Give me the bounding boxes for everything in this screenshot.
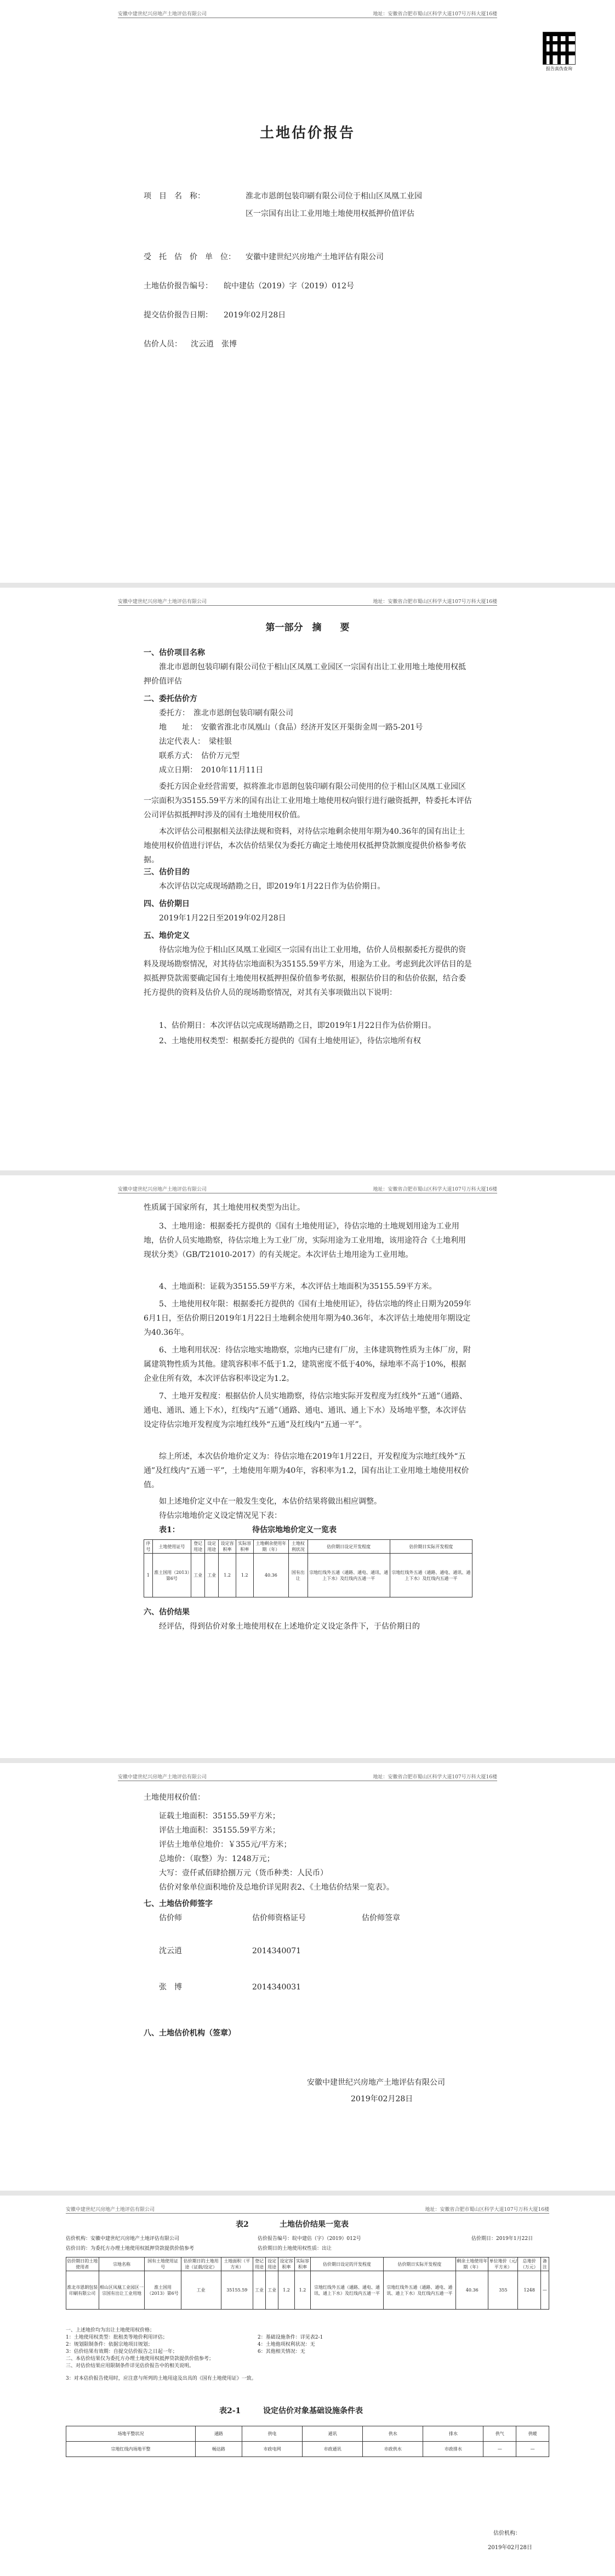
s6-unit-price: 评估土地单位地价：￥355元/平方米； — [159, 1840, 292, 1849]
s2-contact: 联系方式： 估价万元型 — [159, 752, 240, 760]
qr-code-icon — [543, 32, 576, 65]
s5-item9: 如上述地价定义中在一般发生变化，本估价结果将做出相应调整。 — [159, 1497, 381, 1506]
s5-item10: 待估宗地地价定义设定情况见下表： — [159, 1511, 282, 1520]
table1-header: 土地剩余使用年期（年） — [253, 1540, 288, 1554]
page-results — [0, 1763, 615, 2191]
header-address: 地址：安徽省合肥市蜀山区科学大道107号万科大厦16楼 — [373, 1187, 497, 1192]
table1-title: 待估宗地地价定义一览表 — [252, 1526, 337, 1534]
table2 — [66, 2257, 549, 2310]
s7-col-sign: 估价师签章 — [362, 1914, 400, 1923]
note-line: 4：土地他项权利状况：无 — [258, 2342, 315, 2347]
table2-cell: 1.2 — [278, 2271, 295, 2310]
s5-item7: 7、土地开发程度：根据估价人员实地勘察，待估宗地实际开发程度为红线外“五通”（通路、通电、通讯、通上下水），红线内“五通”（通路、通电、通讯、通上下水）及场地平整，本次评估设定待估宗地开发程度为宗地红线外“五通”及红线内“五通一平”。 — [144, 1392, 468, 1429]
table2-header: 单位地价（元/平方米） — [488, 2257, 518, 2271]
table1-header: 土地权利状况 — [289, 1540, 308, 1554]
table1-cell: 1 — [144, 1554, 153, 1597]
table21 — [66, 2426, 549, 2457]
s2-address: 地 址： 安徽省淮北市凤凰山（食品）经济开发区开渠街金周一路5-201号 — [159, 723, 423, 732]
s7-col-cert: 估价师资格证号 — [252, 1914, 306, 1923]
s5-item3: 3、土地用途：根据委托方提供的《国有土地使用证》，待估宗地的土地规划用途为工业用地，估价人员实地勘察，待估宗地上为工业厂房，实际用途为工业用地，该用途符合《土地利用现状分类》（GB/T21010-2017）的有关规定。本次评估土地用途为工业用地。 — [144, 1222, 466, 1259]
table-row — [66, 2271, 549, 2310]
table2-header: 设定容积率 — [278, 2257, 295, 2271]
table2-header: 总地价（万元） — [518, 2257, 540, 2271]
s2-text2: 本次评估公司根据相关法律法规和资料，对待估宗地剩余使用年期为40.36年的国有出让土地使用权价值进行评估，本次估价结果仅为委托方确定土地使用权抵押贷款额度提供价格参考依据。 — [144, 827, 466, 865]
table21-header-row — [66, 2426, 549, 2442]
page-header — [66, 2205, 549, 2214]
table2-header: 备注 — [540, 2257, 549, 2271]
note-line: 二、本估价结果仅为委托方办理土地使用权抵押贷款提供价值参考； — [66, 2356, 214, 2362]
table2-cell: 35155.59 — [221, 2271, 253, 2310]
s7-col-appraiser: 估价师 — [159, 1914, 182, 1923]
table2-cell: 工业 — [253, 2271, 265, 2310]
s6-text-cont: 土地使用权价值： — [144, 1793, 205, 1802]
s4-title: 四、估价期日 — [144, 900, 190, 908]
page-cover — [0, 0, 615, 583]
header-address: 地址：安徽省合肥市蜀山区科学大道107号万科大厦16楼 — [373, 599, 497, 605]
table2-meta-org: 估价机构：安徽中建世纪兴房地产土地评估有限公司 — [66, 2236, 180, 2242]
page-separator — [0, 2191, 615, 2196]
table2-cell: — — [540, 2271, 549, 2310]
s2-client: 委托方： 淮北市恩朗包装印刷有限公司 — [159, 709, 293, 718]
table2-cell: 1248 — [518, 2271, 540, 2310]
s2-title: 二、委托估价方 — [144, 695, 197, 703]
note-line: 3：估价结果有效期：自提交估价报告之日起一年； — [66, 2349, 178, 2355]
table2-cell: 淮北市恩朗包装印刷有限公司 — [66, 2271, 99, 2310]
page-definitions — [0, 1175, 615, 1758]
table21-cell: 市政排水 — [423, 2442, 483, 2457]
table1-header: 设定容积率 — [219, 1540, 236, 1554]
table1-header: 估价期日设定开发程度 — [308, 1540, 390, 1554]
table21-header: 供水 — [363, 2426, 423, 2442]
table2-header: 国有土地使用证号 — [145, 2257, 181, 2271]
table2-header: 登记用途 — [253, 2257, 265, 2271]
table1-cell: 宗地红线外五通（通路、通电、通讯、通上下水）及红线内五通一平 — [308, 1554, 390, 1597]
page-result-tables — [0, 2196, 615, 2576]
table2-header: 估价期日的土地用途（证载/设定） — [181, 2257, 221, 2271]
table2-meta-date: 估价期日：2019年1月22日 — [471, 2236, 533, 2242]
table21-cell: 市政电网 — [242, 2442, 302, 2457]
table1 — [144, 1539, 472, 1597]
note-line: 1：土地使用权类型：批租类等地价利用评估； — [66, 2335, 168, 2340]
table1-cell: 宗地红线外五通（通路、通电、通讯、通上下水）及红线内五通一平 — [390, 1554, 472, 1597]
table21-cell: 畅达路 — [195, 2442, 242, 2457]
table2-cell: 355 — [488, 2271, 518, 2310]
table1-cell: 工业 — [191, 1554, 205, 1597]
page-header — [118, 598, 497, 606]
table1-label: 表1： — [159, 1526, 180, 1534]
table2-header: 估价期日设定的开发程度 — [311, 2257, 383, 2271]
s3-title: 三、估价目的 — [144, 868, 190, 877]
table2-cell: 淮土国用（2013）第6号 — [145, 2271, 181, 2310]
table2-header: 估价期日的土地使用者 — [66, 2257, 99, 2271]
client-label: 受 托 估 价 单 位： — [144, 253, 236, 261]
project-line2: 区一宗国有出让工业用地土地使用权抵押价值评估 — [246, 209, 414, 218]
table21-cell: — — [483, 2442, 516, 2457]
table1-header: 实际容积率 — [236, 1540, 253, 1554]
s8-title: 八、土地估价机构（签章） — [144, 2029, 236, 2038]
table2-cell: 工业 — [266, 2271, 278, 2310]
s5-item4: 4、土地面积：证载为35155.59平方米，本次评估土地面积为35155.59平方米。 — [159, 1282, 437, 1291]
table2-cell: 1.2 — [294, 2271, 311, 2310]
s4-text: 2019年1月22日至2019年02月28日 — [159, 914, 286, 923]
table1-cell: 1.2 — [236, 1554, 253, 1597]
table2-note-bottom: 3：对本估价报告使用时，应注意与所列的土地用途及出具的《国有土地使用证》一致。 — [66, 2376, 257, 2381]
table2-cell: 宗地红线外五通（通路、通电、通讯、通上下水）及红线内五通一平 — [383, 2271, 455, 2310]
s7-cert-1: 2014340071 — [252, 1947, 301, 1955]
table1-cell: 40.36 — [253, 1554, 288, 1597]
table1-header: 估价期日实际开发程度 — [390, 1540, 472, 1554]
table2-header: 估价期日实际开发程度 — [383, 2257, 455, 2271]
s7-title: 七、土地估价师签字 — [144, 1900, 213, 1908]
cover-title: 土地估价报告 — [259, 125, 355, 141]
s5-item5: 5、土地使用权年限：根据委托方提供的《国有土地使用证》，待估宗地的终止日期为2059年6月1日，至估价期日2019年1月22日土地剩余使用年期为40.36年，本次评估土地使用年期设定为40.36年。 — [144, 1300, 471, 1337]
table2-cell: 40.36 — [456, 2271, 488, 2310]
page-summary — [0, 588, 615, 1170]
header-address: 地址：安徽省合肥市蜀山区科学大道107号万科大厦16楼 — [373, 12, 497, 17]
table2-header: 土地面积（平方米） — [221, 2257, 253, 2271]
org-date: 2019年02月28日 — [351, 2095, 413, 2103]
note-line: 2：基础设施条件：详见表2-1 — [258, 2335, 323, 2340]
table1-cell: 国有出让 — [289, 1554, 308, 1597]
page-header — [118, 1773, 497, 1781]
table21-cell: — — [516, 2442, 549, 2457]
s1-title: 一、估价项目名称 — [144, 649, 205, 657]
table2-header-row — [66, 2257, 549, 2271]
table21-header: 通讯 — [303, 2426, 363, 2442]
project-label: 项 目 名 称： — [144, 192, 205, 201]
table2-meta-no: 估价报告编号：皖中建估（字）（2019）012号 — [258, 2236, 361, 2242]
page-separator — [0, 1170, 615, 1175]
table1-cell: 淮土国用（2013）第6号 — [152, 1554, 191, 1597]
note-line: 6：其他相关情况：无 — [258, 2349, 305, 2355]
table2-notes — [66, 2327, 214, 2370]
table2-cell: 宗地红线外五通（通路、通电、通讯、通上下水）及红线内五通一平 — [311, 2271, 383, 2310]
table-row — [144, 1554, 472, 1597]
s7-cert-2: 2014340031 — [252, 1983, 301, 1992]
note-line: 三、对估价结果应用限制条件详见估价报告中的相关说明。 — [66, 2363, 195, 2369]
table21-cell: 宗地红线内场地平整 — [66, 2442, 196, 2457]
table2-notes-right — [258, 2334, 323, 2356]
s3-text: 本次评估以完成现场踏勘之日，即2019年1月22日作为估价期日。 — [159, 882, 385, 891]
table2-cell: 工业 — [181, 2271, 221, 2310]
table2-header: 宗地名称 — [99, 2257, 145, 2271]
page-header — [118, 10, 497, 18]
table21-header: 供电 — [242, 2426, 302, 2442]
table2-header: 实际容积率 — [294, 2257, 311, 2271]
s6-note: 估价对象单位面积地价及总地价详见附表2、《土地估价结果一览表》。 — [159, 1883, 394, 1892]
report-no-label: 土地估价报告编号： — [144, 282, 213, 291]
table21-header: 场地平整状况 — [66, 2426, 196, 2442]
client-name: 安徽中建世纪兴房地产土地评估有限公司 — [246, 253, 384, 261]
s7-name-2: 张 博 — [159, 1983, 182, 1992]
appraisers-label: 估价人员： — [144, 340, 182, 349]
header-address: 地址：安徽省合肥市蜀山区科学大道107号万科大厦16楼 — [425, 2207, 549, 2213]
submit-date: 2019年02月28日 — [224, 311, 286, 320]
header-company: 安徽中建世纪兴房地产土地评估有限公司 — [118, 599, 207, 605]
s2-legal-rep: 法定代表人： 梁桂银 — [159, 737, 232, 746]
note-line: 2：规划限制条件：依据宗地项目规划； — [66, 2342, 153, 2347]
s2-founded: 成立日期： 2010年11月11日 — [159, 766, 264, 775]
table1-header: 序号 — [144, 1540, 153, 1554]
table1-cell: 工业 — [205, 1554, 219, 1597]
project-line1: 淮北市恩朗包装印刷有限公司位于相山区凤凰工业园 — [246, 192, 422, 201]
s5-item8: 综上所述，本次估价地价定义为：待估宗地在2019年1月22日，开发程度为宗地红线外“五通”及红线内“五通一平”，土地使用年期为40年，容积率为1.2，国有出让工业用地土地使用权价值。 — [144, 1452, 469, 1489]
table1-header: 登记用途 — [191, 1540, 205, 1554]
table21-title: 设定估价对象基础设施条件表 — [263, 2407, 363, 2415]
table21-header: 供暖 — [516, 2426, 549, 2442]
table21-cell: 市政供水 — [363, 2442, 423, 2457]
s7-name-1: 沈云逍 — [159, 1947, 182, 1955]
s6-eval-area: 评估土地面积：35155.59平方米； — [159, 1826, 280, 1835]
page-separator — [0, 1758, 615, 1763]
table2-title: 土地估价结果一览表 — [280, 2220, 349, 2229]
table1-header: 设定用途 — [205, 1540, 219, 1554]
table21-header: 通路 — [195, 2426, 242, 2442]
s5-item2-cont: 性质属于国家所有，其土地使用权类型为出让。 — [144, 1203, 305, 1212]
table2-cell: 相山区凤凰工业园区一宗国有出让工业用地 — [99, 2271, 145, 2310]
s6-total-words: 大写：壹仟贰佰肆拾捌万元（货币种类：人民币） — [159, 1869, 328, 1878]
table21-org-label: 估价机构： — [493, 2530, 521, 2537]
part1-title: 第一部分 摘 要 — [265, 622, 350, 633]
table21-header: 供气 — [483, 2426, 516, 2442]
table2-header: 剩余土地使用年期（年） — [456, 2257, 488, 2271]
page-separator — [0, 583, 615, 588]
header-company: 安徽中建世纪兴房地产土地评估有限公司 — [118, 1187, 207, 1192]
header-company: 安徽中建世纪兴房地产土地评估有限公司 — [66, 2207, 155, 2213]
table2-meta-purpose: 估价目的：为委托方办理土地使用权抵押贷款提供价值参考 — [66, 2246, 195, 2251]
header-company: 安徽中建世纪兴房地产土地评估有限公司 — [118, 12, 207, 17]
header-company: 安徽中建世纪兴房地产土地评估有限公司 — [118, 1775, 207, 1780]
s1-text: 淮北市恩朗包装印刷有限公司位于相山区凤凰工业园区一宗国有出让工业用地土地使用权抵押价值评估 — [144, 663, 466, 686]
table-row — [66, 2442, 549, 2457]
header-address: 地址：安徽省合肥市蜀山区科学大道107号万科大厦16楼 — [373, 1775, 497, 1780]
table1-header-row — [144, 1540, 472, 1554]
submit-date-label: 提交估价报告日期： — [144, 311, 213, 320]
table21-label: 表2-1 — [219, 2407, 241, 2415]
org-name: 安徽中建世纪兴房地产土地评估有限公司 — [307, 2078, 445, 2087]
s5-item1: 1、估价期日：本次评估以完成现场踏勘之日，即2019年1月22日作为估价期日。 — [159, 1021, 436, 1030]
s5-item6: 6、土地利用状况：待估宗地实地勘察，宗地内已建有厂房，主体建筑物性质为主体厂房，附属建筑物性质为其他。建筑容积率不低于1.2，建筑密度不低于40%，绿地率不高于10%，根据企业住所有效，本次评估容积率设定为1.2。 — [144, 1346, 471, 1383]
qr-caption: 报告真伪查询 — [546, 66, 572, 71]
s2-text1: 委托方因企业经营需要，拟将淮北市恩朗包装印刷有限公司使用的位于相山区凤凰工业园区一宗面积为35155.59平方米的国有出让工业用地土地使用权向银行进行融资抵押，特委托本评估公司评估拟抵押时涉及的国有土地使用权价值。 — [144, 782, 472, 820]
appraisers: 沈云逍 张博 — [191, 340, 237, 349]
report-no: 皖中建估（2019）字（2019）012号 — [224, 282, 354, 291]
table2-meta-right: 估价期日的土地使用权性质：出让 — [258, 2246, 332, 2251]
table2-header: 设定用途 — [266, 2257, 278, 2271]
table21-cell: 市政通讯 — [303, 2442, 363, 2457]
page-header — [118, 1185, 497, 1193]
s6-cert-area: 证载土地面积：35155.59平方米； — [159, 1812, 280, 1821]
table1-cell: 1.2 — [219, 1554, 236, 1597]
table1-header: 土地使用证号 — [152, 1540, 191, 1554]
table2-label: 表2 — [236, 2220, 249, 2229]
s5-title: 五、地价定义 — [144, 931, 190, 940]
table21-date: 2019年02月28日 — [488, 2545, 532, 2551]
table21-header: 排水 — [423, 2426, 483, 2442]
s6-title: 六、估价结果 — [144, 1608, 190, 1617]
s6-text: 经评估，得到估价对象土地使用权在上述地价定义设定条件下，于估价期日的 — [159, 1622, 420, 1631]
s5-text1: 待估宗地为位于相山区凤凰工业园区一宗国有出让工业用地，估价人员根据委托方提供的资料及现场勘察情况，对其待估宗地面积为35155.59平方米，用途为工业。考虑到此次评估目的是拟抵押贷款需要确定国有土地使用权抵押担保价值参考依据，根据估价目的和估价依据，结合委托方提供的资料及估价人员的现场勘察情况，对其有关事项做出以下说明： — [144, 946, 472, 997]
s6-total-price: 总地价：（取整）为：1248万元； — [159, 1855, 275, 1863]
note-line: 一、上述地价均为出让土地使用权价格； — [66, 2328, 155, 2333]
s5-item2: 2、土地使用权类型：根据委托方提供的《国有土地使用证》，待估宗地所有权 — [159, 1037, 421, 1045]
